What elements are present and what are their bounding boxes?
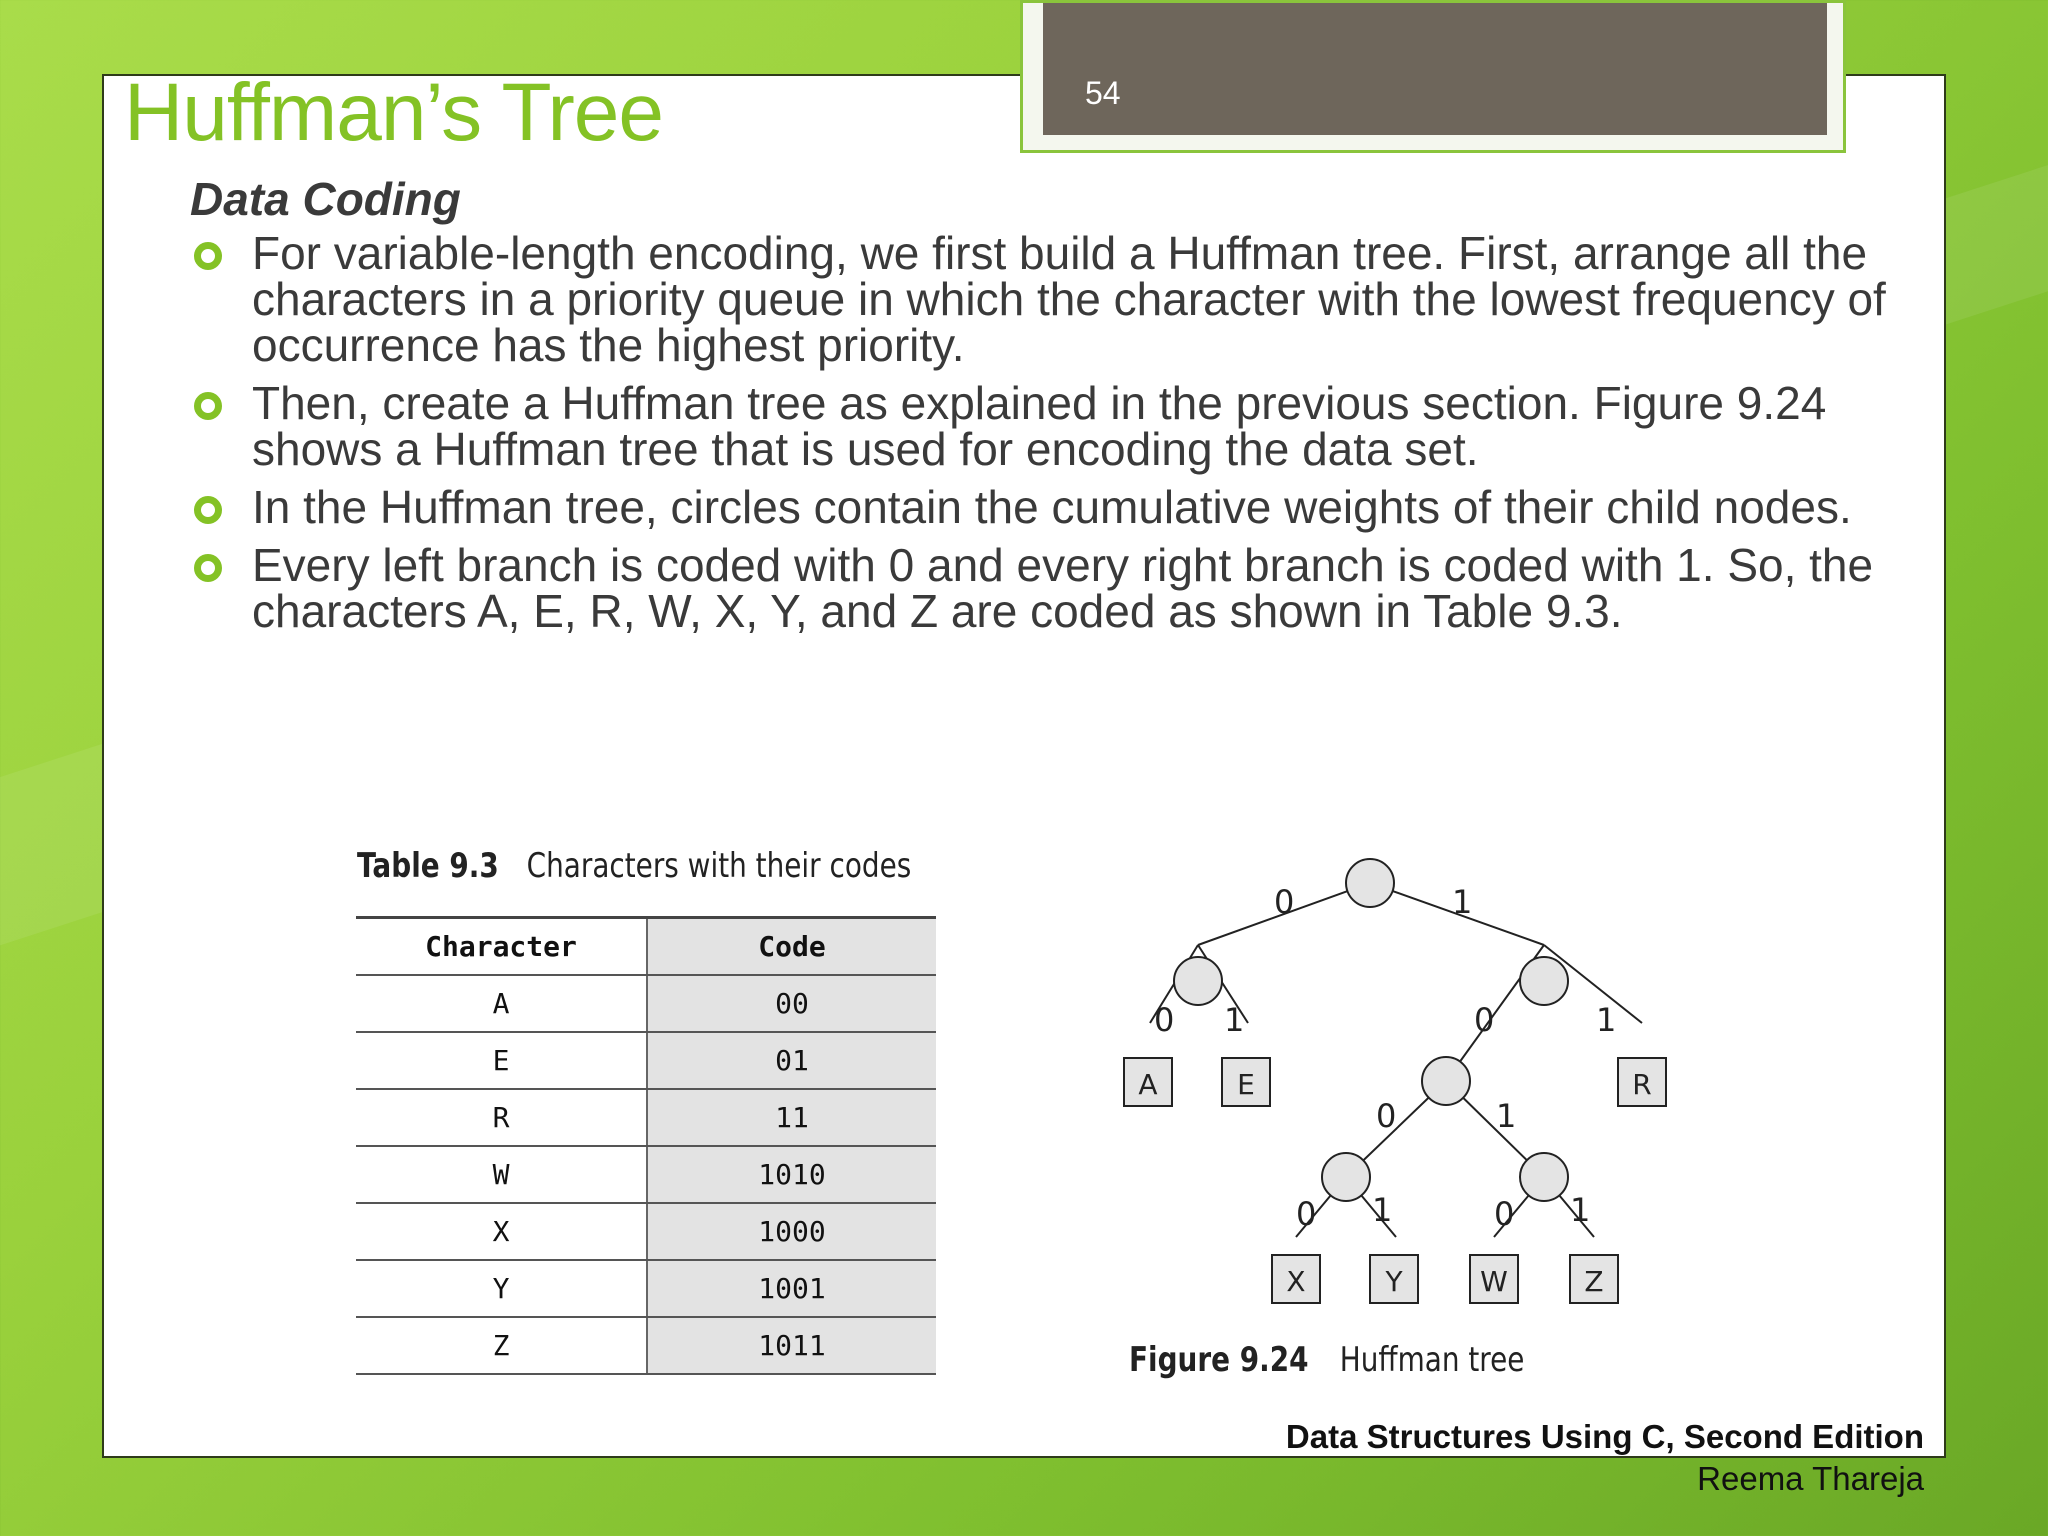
branch-label-right: 1 (1452, 883, 1473, 921)
tree-leaf-label: W (1480, 1265, 1508, 1298)
header-code: Code (647, 918, 936, 976)
branch-label-left: 0 (1474, 1001, 1495, 1039)
cell-character: E (356, 1032, 647, 1089)
tree-root-node (1346, 859, 1394, 907)
figure-caption (1129, 1340, 1524, 1380)
bullet-text: Then, create a Huffman tree as explained in the previous section. Figure 9.24 shows a Huffman tree that is used for encoding the data set. (252, 377, 1827, 475)
book-author: Reema Thareja (1697, 1460, 1924, 1497)
tree-leaf-label: Z (1584, 1265, 1604, 1298)
branch-label-right: 1 (1496, 1097, 1517, 1135)
table-header-row (356, 918, 936, 976)
table-row (356, 1203, 936, 1260)
slide-number: 54 (1085, 75, 1121, 111)
table-row (356, 1260, 936, 1317)
slide-number-box (1020, 0, 1846, 153)
cell-character: A (356, 975, 647, 1032)
tree-leaf-label: R (1632, 1068, 1652, 1101)
bullet-item (190, 377, 1890, 475)
bullet-text: For variable-length encoding, we first build a Huffman tree. First, arrange all the characters in a priority queue in which the character with the lowest frequency of occurrence has the highest priority. (252, 227, 1886, 371)
table-caption (357, 846, 911, 886)
cell-code: 11 (647, 1089, 936, 1146)
leaf-nodes (1124, 1058, 1666, 1303)
bullet-item (190, 539, 1890, 637)
cell-code: 1011 (647, 1317, 936, 1374)
slide-title: Huffman’s Tree (124, 67, 664, 158)
cell-character: Y (356, 1260, 647, 1317)
cell-character: R (356, 1089, 647, 1146)
slide-number-panel (1043, 3, 1827, 135)
slide-subtitle: Data Coding (190, 173, 461, 225)
table-row (356, 1317, 936, 1374)
header-character: Character (356, 918, 647, 976)
cell-character: W (356, 1146, 647, 1203)
cell-code: 00 (647, 975, 936, 1032)
tree-internal-node (1422, 1057, 1470, 1105)
branch-label-left: 0 (1376, 1097, 1397, 1135)
bullet-icon (194, 392, 222, 420)
branch-label-left: 0 (1274, 883, 1295, 921)
tree-internal-node (1174, 957, 1222, 1005)
tree-leaf-label: E (1237, 1068, 1255, 1101)
branch-label-right: 1 (1224, 1001, 1245, 1039)
bullet-item (190, 227, 1890, 371)
table-caption-label: Table 9.3 (357, 846, 499, 886)
branch-label-right: 1 (1372, 1191, 1393, 1229)
cell-code: 1001 (647, 1260, 936, 1317)
bullet-text: In the Huffman tree, circles contain the cumulative weights of their child nodes. (252, 481, 1852, 533)
bullet-item (190, 481, 1890, 533)
tree-leaf-label: A (1138, 1068, 1158, 1101)
cell-code: 01 (647, 1032, 936, 1089)
table-caption-text: Characters with their codes (526, 846, 912, 886)
cell-code: 1000 (647, 1203, 936, 1260)
figure-caption-label: Figure 9.24 (1129, 1340, 1309, 1380)
cell-character: X (356, 1203, 647, 1260)
branch-label-right: 1 (1570, 1191, 1591, 1229)
bullet-icon (194, 242, 222, 270)
huffman-tree-diagram (1100, 845, 1700, 1325)
table-row (356, 1032, 936, 1089)
bullet-text: Every left branch is coded with 0 and every right branch is coded with 1. So, the characters A, E, R, W, X, Y, and Z are coded as shown in Table 9.3. (252, 539, 1874, 637)
table-row (356, 1146, 936, 1203)
branch-label-left: 0 (1296, 1195, 1317, 1233)
bullet-list (190, 227, 1890, 646)
book-title: Data Structures Using C, Second Edition (1285, 1418, 1924, 1455)
cell-character: Z (356, 1317, 647, 1374)
table-row (356, 1089, 936, 1146)
tree-internal-node (1322, 1153, 1370, 1201)
tree-leaf-label: X (1286, 1265, 1306, 1298)
codes-table (356, 916, 936, 1375)
table-row (356, 975, 936, 1032)
branch-label-right: 1 (1596, 1001, 1617, 1039)
branch-label-left: 0 (1494, 1195, 1515, 1233)
cell-code: 1010 (647, 1146, 936, 1203)
figure-caption-text: Huffman tree (1339, 1340, 1525, 1380)
tree-leaf-label: Y (1385, 1265, 1403, 1298)
tree-internal-node (1520, 957, 1568, 1005)
branch-label-left: 0 (1154, 1001, 1175, 1039)
bullet-icon (194, 496, 222, 524)
tree-internal-node (1520, 1153, 1568, 1201)
bullet-icon (194, 554, 222, 582)
